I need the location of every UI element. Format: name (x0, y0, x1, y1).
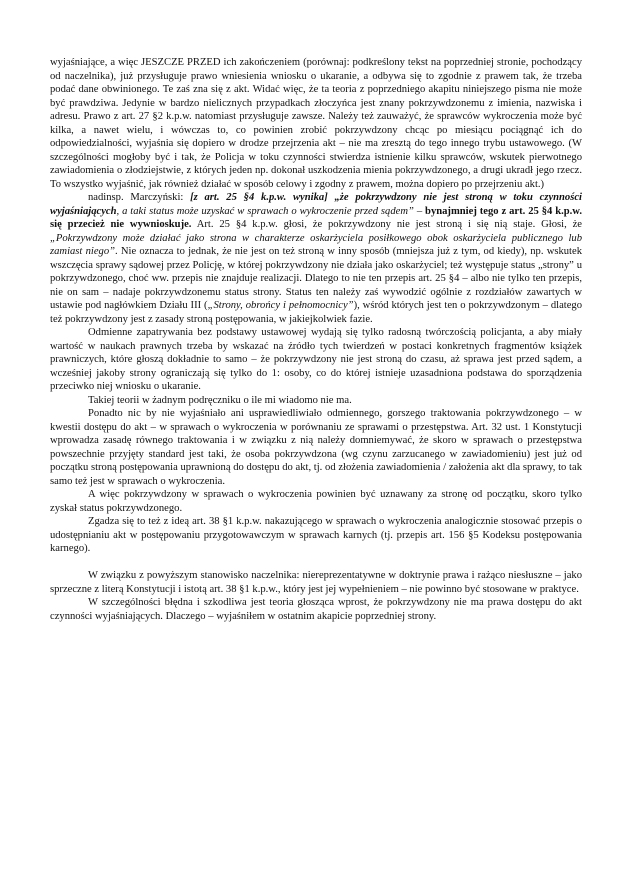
document-page (50, 56, 582, 623)
paragraph-9: W szczególności błędna i szkodliwa jest teoria głosząca wprost, że pokrzywdzony nie ma prawa dostępu do akt czynności wyjaśniających. Dlaczego – wyjaśniłem w ostatnim akapicie poprzedniej strony. (50, 597, 582, 622)
paragraph-5: Ponadto nic by nie wyjaśniało ani usprawiedliwiało odmiennego, gorszego traktowania pokrzywdzonego – w kwestii dostępu do akt – w sprawach o wykroczenia w porównaniu ze sprawami o przestępstwa. Art. 32 ust. 1 Konstytucji wprowadza zasadę równego traktowania i w związku z nią należy domniemywać, że skoro w sprawach o przestępstwa powszechnie przyjęty standard jest taki, że osoba pokrzywdzona (wg czynu zarzucanego w zawiadomieniu) jest już od początku stroną postępowania uprawnioną do dostępu do akt, tj. od złożenia zawiadomienia / założenia akt dla sprawy, to tak samo też jest w sprawach o wykroczenia. (50, 408, 582, 487)
dash: – (413, 205, 426, 217)
quote-author: nadinsp. Marczyński: (88, 192, 191, 203)
quote-italic: , a taki status może uzyskać w sprawach o wykroczenie przed sądem” (116, 205, 414, 217)
paragraph-2-text-b: . Nie oznacza to jednak, że nie jest on też stroną w inny sposób (mniejsza już z tym, od kiedy), np. wskutek wszczęcia sprawy sądowej przez Policję, w której pokrzywdzony nie działa jako oskarżyciel; też występuje status „strony” u pokrzywdzonego, choć ww. przepis nie znajduje realizacji. Dlatego to nie ten przepis art. 25 §4 – albo nie tylko ten przepis, nie on sam – nadaje pokrzywdzonemu status strony. Status ten należy zaś wywodzić ogólnie z rozdziałów zawartych w ustawie pod nagłówkiem Działu III ( (50, 246, 582, 311)
paragraph-4: Takiej teorii w żadnym podręczniku o ile mi wiadomo nie ma. (88, 394, 352, 406)
bold-statement: bynajmniej tego z art. 25 §4 k.p.w. się przecież nie wywnioskuje. (50, 205, 583, 230)
paragraph-7: Zgadza się to też z ideą art. 38 §1 k.p.w. nakazującego w sprawach o wykroczenia analogicznie stosować przepis o udostępnianiu akt w postępowaniu przygotowawczym w sprawach karnych (tj. przepis art. 156 §5 Kodeksu postępowania karnego). (50, 516, 582, 554)
paragraph-2 (50, 191, 582, 326)
paragraph-8: W związku z powyższym stanowisko naczelnika: niereprezentatywne w doktrynie prawa i rażąco niesłuszne – jako sprzeczne z literą Konstytucji i istotą art. 38 §1 k.p.w., który jest jej wypełnieniem – nie powinno być stosowane w praktyce. (50, 570, 582, 595)
paragraph-1: wyjaśniające, a więc JESZCZE PRZED ich zakończeniem (porównaj: podkreślony tekst na poprzedniej stronie, pochodzący od naczelnika), już przysługuje prawo wniesienia wniosku o ukaranie, a odbywa się to zgodnie z prawem tak, że trzeba podać dane obwinionego. Te zaś zna się z akt. Widać więc, że ta teoria z poprzedniego akapitu niniejszego pisma nie może być prawdziwa. Jedynie w bardzo nielicznych przypadkach złoczyńca jest znany pokrzywdzonemu z imienia, nazwiska i adresu. Prawo z art. 27 §2 k.p.w. natomiast przysługuje zawsze. Należy też zauważyć, że sprawców wykroczenia może być kilka, a nawet wielu, i wówczas to, co powinien zrobić pokrzywdzony chcąc po miesiącu pociągnąć ich do odpowiedzialności, wyjaśnia się dopiero w drodze przejrzenia akt – nie ma zresztą do tego innego trybu ustawowego. (W szczególności mogłoby być i tak, że Policja w toku czynności stwierdza istnienie kilku sprawców, wskutek pierwotnego zawiadomienia o złodziejstwie, z których jeden np. dokonał uszkodzenia mienia pokrzywdzonego, a drugi ukradł jego rzecz. To wszystko wyjaśnić, jak również działać w sposób celowy i zgodny z prawem, można dopiero po przejrzeniu akt.) (50, 57, 582, 190)
quote-bold-italic: [z art. 25 §4 k.p.w. wynika] „że pokrzywdzony nie jest stroną w toku czynności wyjaśniających (50, 192, 582, 217)
paragraph-6: A więc pokrzywdzony w sprawach o wykroczenia powinien być uznawany za stronę od początku, skoro tylko zyskał status pokrzywdzonego. (50, 489, 582, 514)
paragraph-2-text-c: ), wśród których jest ten o pokrzywdzonym – dlatego też pokrzywdzony jest z zasady stroną postępowania, w jakiejkolwiek fazie. (50, 300, 583, 325)
paragraph-2-text-a: Art. 25 §4 k.p.w. głosi, że pokrzywdzony nie jest stroną i się nią staje. Głosi, że (191, 219, 582, 230)
paragraph-3: Odmienne zapatrywania bez podstawy ustawowej wydają się tylko radosną twórczością policjanta, a aby miały wartość w naukach prawnych trzeba by wskazać na źródło tych twierdzeń w postaci konkretnych fragmentów książek prawniczych, które głoszą dokładnie to samo – że pokrzywdzony nie jest stroną do czasu, aż sprawa jest przed sądem, a wcześniej jakoby strony ograniczają się tylko do 1: osoby, co do której istnieje uzasadniona podstawa do sporządzenia przeciwko niej wniosku o ukaranie. (50, 327, 582, 392)
paragraph-gap (50, 556, 582, 570)
section-title-quote: „Strony, obrońcy i pełnomocnicy” (207, 300, 354, 311)
article-quote: „Pokrzywdzony może działać jako strona w charakterze oskarżyciela posiłkowego obok oskarżyciela publicznego lub zamiast niego” (50, 232, 582, 257)
